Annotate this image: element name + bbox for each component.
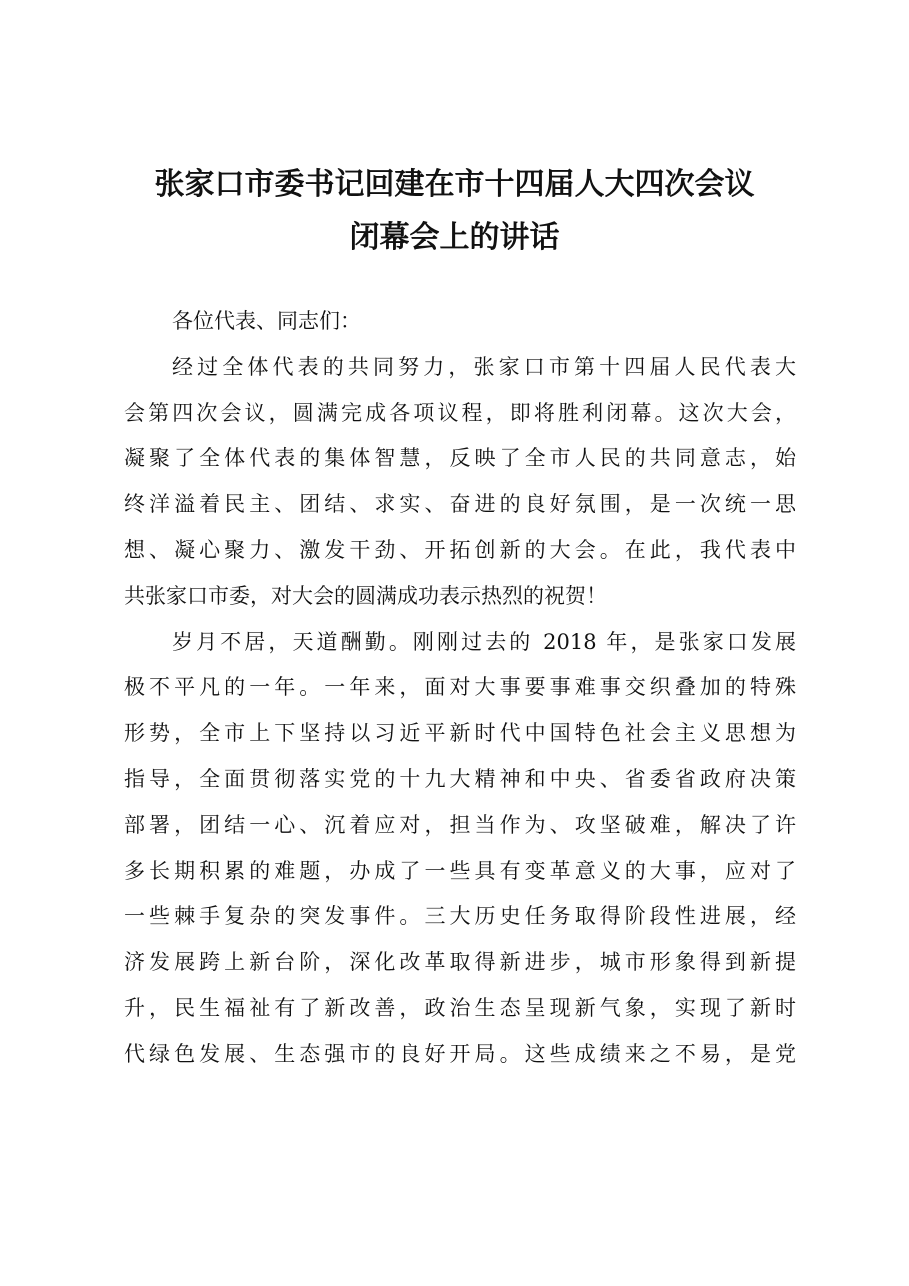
body-line: 部署，团结一心、沉着应对，担当作为、攻坚破难，解决了许 [124,812,796,837]
body-line: 想、凝心聚力、激发干劲、开拓创新的大会。在此，我代表中 [124,537,796,562]
document-body [124,299,796,1078]
body-line: 指导，全面贯彻落实党的十九大精神和中央、省委省政府决策 [124,766,796,791]
document-title-line-1: 张家口市委书记回建在市十四届人大四次会议 [154,167,755,202]
body-line: 经过全体代表的共同努力，张家口市第十四届人民代表大 [172,354,796,379]
salutation: 各位代表、同志们： [172,309,361,333]
body-line: 极不平凡的一年。一年来，面对大事要事难事交织叠加的特殊 [124,675,796,700]
body-line: 凝聚了全体代表的集体智慧，反映了全市人民的共同意志，始 [124,446,796,471]
body-line: 济发展跨上新台阶，深化改革取得新进步，城市形象得到新提 [124,950,796,975]
body-line: 岁月不居，天道酬勤。刚刚过去的 2018 年，是张家口发展 [172,629,796,654]
body-line: 一些棘手复杂的突发事件。三大历史任务取得阶段性进展，经 [124,904,796,929]
body-line: 会第四次会议，圆满完成各项议程，即将胜利闭幕。这次大会， [124,400,796,425]
body-line: 终洋溢着民主、团结、求实、奋进的良好氛围，是一次统一思 [124,492,796,517]
body-line: 多长期积累的难题，办成了一些具有变革意义的大事，应对了 [124,858,796,883]
body-line: 升，民生福祉有了新改善，政治生态呈现新气象，实现了新时 [124,995,796,1020]
body-line: 代绿色发展、生态强市的良好开局。这些成绩来之不易，是党 [124,1041,796,1066]
body-line: 共张家口市委，对大会的圆满成功表示热烈的祝贺！ [124,583,607,608]
document-title-line-2: 闭幕会上的讲话 [349,220,560,255]
body-line: 形势，全市上下坚持以习近平新时代中国特色社会主义思想为 [124,721,796,746]
